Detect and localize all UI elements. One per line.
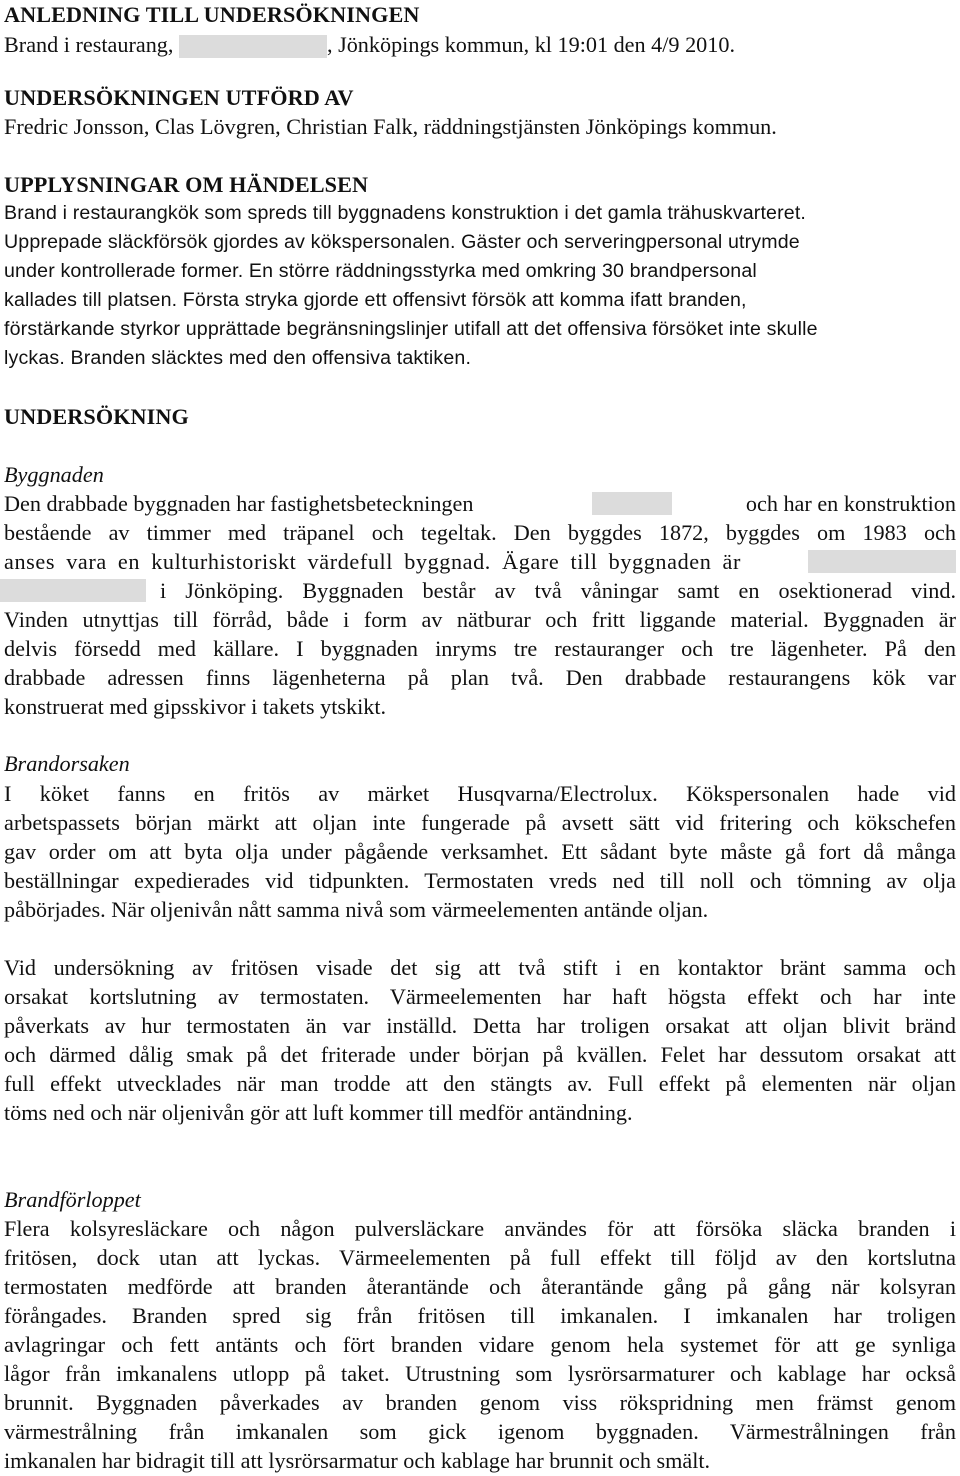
anledning-text-start: Brand i restaurang, xyxy=(4,32,174,57)
subheading-brandforloppet: Brandförloppet xyxy=(4,1187,141,1212)
brandorsaken-line: påverkats av hur termostaten än var inställd. Detta har troligen orsakat att oljan blivit bränd xyxy=(4,1013,956,1038)
brandorsaken-line: beställningar expedierades vid tidpunkten. Termostaten vreds ned till noll och tömning av olja xyxy=(4,868,956,893)
brandorsaken-line: arbetspassets början märkt att oljan inte fungerade på avsett sätt vid fritering och kökschefen xyxy=(4,810,956,835)
anledning-text-end: , Jönköpings kommun, kl 19:01 den 4/9 2010. xyxy=(326,32,735,57)
brandforloppet-line: Flera kolsyresläckare och någon pulversläckare användes för att försöka släcka branden i xyxy=(4,1216,956,1241)
byggnaden-line: delvis försedd med källare. I byggnaden inryms tre restauranger och tre lägenheter. På den xyxy=(4,636,956,661)
section-heading-upplysningar: UPPLYSNINGAR OM HÄNDELSEN xyxy=(4,172,369,197)
redacted-owner xyxy=(808,550,956,573)
brandforloppet-line: förångades. Branden spred sig från fritösen till imkanalen. I imkanalen har troligen xyxy=(4,1303,956,1328)
brandforloppet-line: avlagringar och fett antänts och fört branden vidare genom hela systemet för att ge synliga xyxy=(4,1332,956,1357)
section-heading-anledning: ANLEDNING TILL UNDERSÖKNINGEN xyxy=(4,2,420,27)
brandforloppet-line: fritösen, dock utan att lyckas. Värmeelementen på full effekt till följd av den kortslutna xyxy=(4,1245,956,1270)
upplysningar-line: förstärkande styrkor upprättade begränsningslinjer utifall att det offensiva försöket inte skulle xyxy=(4,318,818,340)
brandorsaken-line: påbörjades. När oljenivån nått samma nivå som värmeelementen antände oljan. xyxy=(4,897,709,922)
redacted-address xyxy=(179,35,327,58)
brandforloppet-line: värmestrålning från imkanalen som gick igenom byggnaden. Värmestrålningen från xyxy=(4,1419,956,1444)
subheading-brandorsaken: Brandorsaken xyxy=(4,751,130,776)
brandorsaken-line: töms ned och när oljenivån gör att luft kommer till medför antändning. xyxy=(4,1100,633,1125)
byggnaden-owner-cont-text: i Jönköping. Byggnaden består av två våningar samt en osektionerad vind. xyxy=(160,578,956,603)
brandforloppet-line: imkanalen har bidragit till att lysrörsarmatur och kablage har brunnit och smält. xyxy=(4,1448,711,1473)
brandorsaken-line: och därmed dålig smak på det friterade under början på kvällen. Felet har dessutom orsakat att xyxy=(4,1042,956,1067)
redacted-owner-cont xyxy=(0,579,146,602)
upplysningar-line: kallades till platsen. Första stryka gjorde ett offensivt försök att komma ifatt branden, xyxy=(4,289,747,311)
byggnaden-line: Vinden utnyttjas till förråd, både i form av nätburar och fritt liggande material. Byggnaden är xyxy=(4,607,956,632)
brandforloppet-line: termostaten medförde att branden återantände och återantände gång på gång när kolsyran xyxy=(4,1274,956,1299)
brandorsaken-line: orsakat kortslutning av termostaten. Värmeelementen har haft högsta effekt och har inte xyxy=(4,984,956,1009)
upplysningar-line: under kontrollerade former. En större räddningsstyrka med omkring 30 brandpersonal xyxy=(4,260,757,282)
upplysningar-line: Brand i restaurangkök som spreds till byggnadens konstruktion i det gamla trähuskvarteret. xyxy=(4,202,807,224)
subheading-byggnaden: Byggnaden xyxy=(4,462,104,487)
byggnaden-line: konstruerat med gipsskivor i takets ytskikt. xyxy=(4,694,387,719)
upplysningar-line: Upprepade släckförsök gjordes av kökspersonalen. Gäster och serveringpersonal utrymde xyxy=(4,231,800,253)
section-heading-undersokning: UNDERSÖKNING xyxy=(4,404,189,429)
byggnaden-line: bestående av timmer med träpanel och tegeltak. Den byggdes 1872, byggdes om 1983 och xyxy=(4,520,956,545)
brandforloppet-line: brunnit. Byggnaden påverkades av branden genom viss rökspridning men främst genom xyxy=(4,1390,956,1415)
byggnaden-line-start: Den drabbade byggnaden har fastighetsbeteckningen xyxy=(4,491,474,516)
upplysningar-line: lyckas. Branden släcktes med den offensiva taktiken. xyxy=(4,347,472,369)
anledning-text xyxy=(4,30,735,59)
byggnaden-line: drabbade adressen finns lägenheterna på plan två. Den drabbade restaurangens kök var xyxy=(4,665,956,690)
byggnaden-line xyxy=(4,576,956,605)
utford-text: Fredric Jonsson, Clas Lövgren, Christian Falk, räddningstjänsten Jönköpings kommun. xyxy=(4,114,777,139)
byggnaden-line-end: och har en konstruktion xyxy=(745,491,956,516)
byggnaden-line xyxy=(4,547,956,576)
brandorsaken-line: I köket fanns en fritös av märket Husqvarna/Electrolux. Kökspersonalen hade vid xyxy=(4,781,956,806)
brandorsaken-line: gav order om att byta olja under pågående verksamhet. Ett sådant byte måste gå fort då många xyxy=(4,839,956,864)
brandorsaken-line: full effekt utvecklades när man trodde att den stängts av. Full effekt på elementen när oljan xyxy=(4,1071,956,1096)
brandforloppet-line: lågor från imkanalens utlopp på taket. Utrustning som lysrörsarmaturer och kablage har också xyxy=(4,1361,956,1386)
brandorsaken-line: Vid undersökning av fritösen visade det sig att två stift i en kontaktor bränt samma och xyxy=(4,955,956,980)
section-heading-utford: UNDERSÖKNINGEN UTFÖRD AV xyxy=(4,85,354,110)
redacted-property-id xyxy=(592,492,672,515)
byggnaden-owner-text: anses vara en kulturhistoriskt värdefull byggnad. Ägare till byggnaden är xyxy=(4,549,741,574)
byggnaden-line xyxy=(4,489,956,518)
